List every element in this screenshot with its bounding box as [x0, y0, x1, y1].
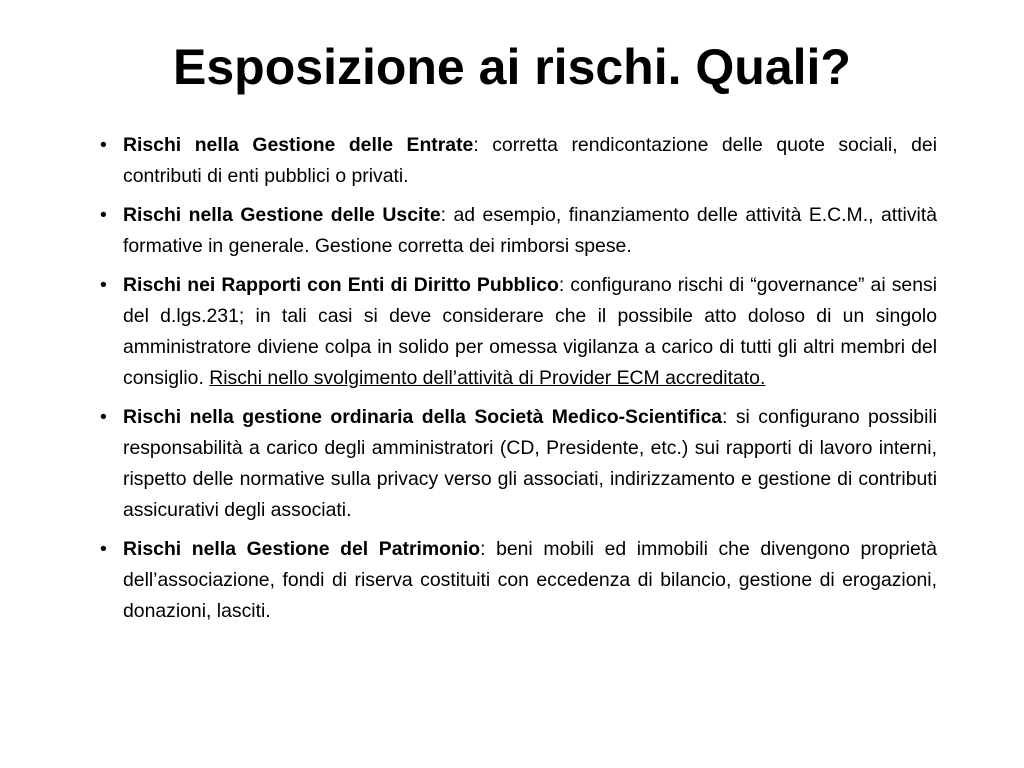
bullet-text: : configurano rischi di “governance” ai sensi del d.lgs.231; in tali casi si deve considerare che il possibile atto doloso di un singolo amministratore diviene colpa in solido per omessa vigilanza a carico di tutti gli altri membri del consiglio.	[123, 274, 938, 389]
bullet-lead: Rischi nei Rapporti con Enti di Diritto Pubblico	[123, 274, 559, 296]
bullet-lead: Rischi nella Gestione delle Entrate	[123, 134, 474, 156]
bullet-lead: Rischi nella gestione ordinaria della Società Medico-Scientifica	[123, 406, 723, 428]
bullet-text: : ad esempio, finanziamento delle attività E.C.M., attività formative in generale. Gestione corretta dei rimborsi spese.	[123, 204, 938, 257]
bullet-item-enti-pubblici	[100, 270, 937, 394]
bullet-text: : corretta rendicontazione delle quote sociali, dei contributi di enti pubblici o privati.	[123, 134, 937, 187]
bullet-item-entrate	[100, 130, 937, 192]
slide-title: Esposizione ai rischi. Quali?	[173, 39, 851, 95]
bullet-text: : si configurano possibili responsabilità a carico degli amministratori (CD, Presidente, etc.) sui rapporti di lavoro interni, rispetto delle normative sulla privacy verso gli associati, indirizzamento e gestione di contributi assicurativi degli associati.	[123, 406, 938, 521]
bullet-lead: Rischi nella Gestione del Patrimonio	[123, 538, 481, 560]
bullet-text: : beni mobili ed immobili che divengono proprietà dell’associazione, fondi di riserva costituiti con eccedenza di bilancio, gestione di erogazioni, donazioni, lasciti.	[123, 538, 937, 622]
bullet-item-uscite	[100, 200, 937, 262]
bullet-item-patrimonio	[100, 534, 937, 627]
bullet-lead: Rischi nella Gestione delle Uscite	[123, 204, 441, 226]
bullet-item-gestione-ordinaria	[100, 402, 937, 526]
bullet-list	[100, 130, 937, 635]
bullet-underlined-text: Rischi nello svolgimento dell’attività di Provider ECM accreditato.	[209, 367, 766, 389]
